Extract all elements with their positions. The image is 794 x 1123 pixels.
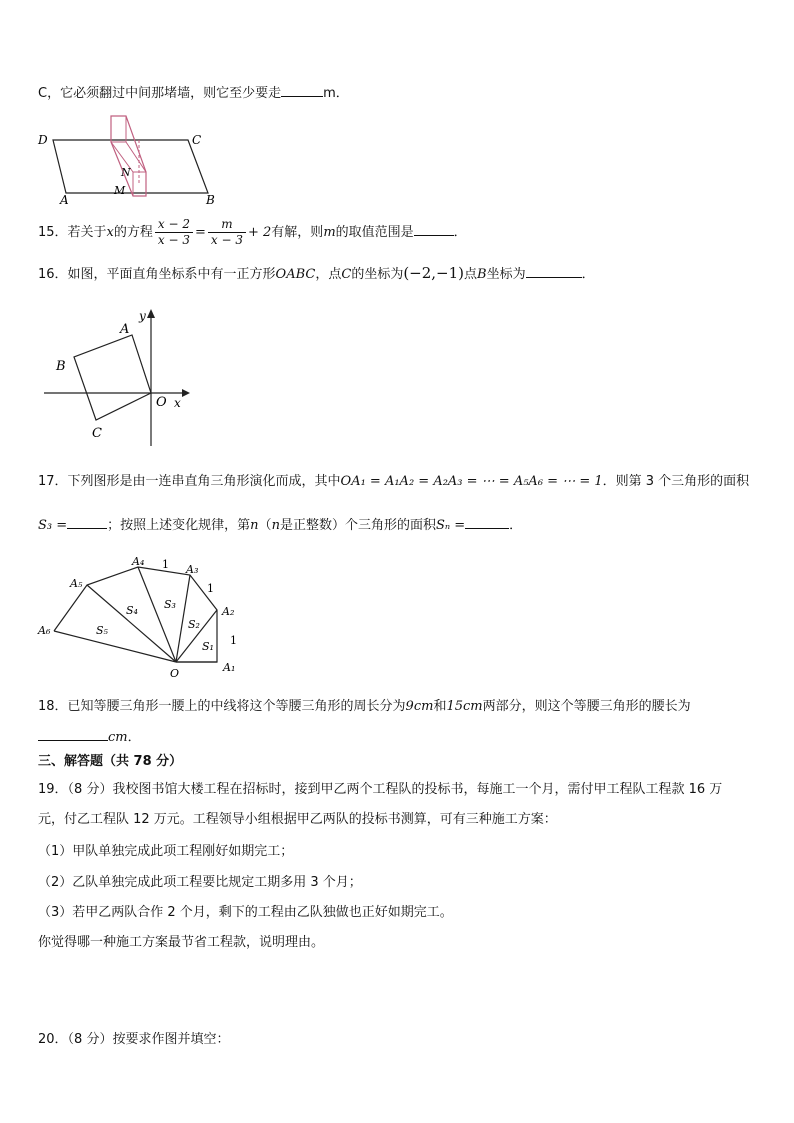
q15-fraction-2: $\frac{m}{x - 3}$ [208,217,246,248]
fig14-label-m: M [114,184,126,197]
q16-line: 16．如图，平面直角坐标系中有一正方形OABC，点C的坐标为(−2,−1)点B坐标为 ． [38,264,595,282]
q16-answer-blank[interactable] [526,263,582,278]
fig17-label-one-a3a4: 1 [162,558,169,571]
fig16-label-y: y [139,309,146,323]
fig17-label-s2: S₂ [188,618,200,631]
figure-17-spiral-triangles [36,552,266,682]
q19-question: 你觉得哪一种施工方案最节省工程款，说明理由。 [38,935,325,950]
section-3-heading: 三、解答题（共 78 分） [38,754,183,769]
q19-line-2: 元，付乙工程队 12 万元。工程领导小组根据甲乙两队的投标书测算，可有三种施工方案： [38,812,557,827]
fig16-label-a: A [120,322,130,337]
q14-answer-blank[interactable] [281,82,323,97]
fig17-label-a6: A₆ [38,624,51,637]
q18-line-2: cm． [38,726,141,748]
fig16-label-x: x [174,396,181,410]
fig14-label-a: A [60,193,69,207]
q20-line: 20．（8 分）按要求作图并填空： [38,1032,230,1047]
fig17-label-one-a1a2: 1 [230,634,237,647]
q15-line: 15．若关于x的方程 $\frac{x - 2}{x - 3}$ = $\frac{m}{x - 3}$ + 2有解，则m的取值范围是 ． [38,217,467,247]
fig16-label-o: O [156,395,167,410]
fig17-label-a5: A₅ [70,577,83,590]
fig17-label-s1: S₁ [202,640,214,653]
q18-line-1: 18．已知等腰三角形一腰上的中线将这个等腰三角形的周长分为9cm和15cm两部分，则这个等腰三角形的腰长为 [38,699,691,714]
figure-14-wall-diagram [36,110,226,210]
q14-line: C，它必须翻过中间那堵墙，则它至少要走 m． [38,82,349,104]
q15-fraction-1: $\frac{x - 2}{x - 3}$ [155,217,193,248]
fig14-label-n: N [121,166,131,179]
q19-option-2: （2）乙队单独完成此项工程要比规定工期多用 3 个月； [38,875,362,890]
fig14-label-c: C [192,133,202,147]
q19-option-3: （3）若甲乙两队合作 2 个月，剩下的工程由乙队独做也正好如期完工。 [38,905,453,920]
fig14-label-d: D [38,133,48,147]
q17-s3-answer-blank[interactable] [67,514,107,529]
fig17-label-s5: S₅ [96,624,108,637]
q17-line-1: 17．下列图形是由一连串直角三角形演化而成，其中OA₁ = A₁A₂ = A₂A₃ = ⋯ = A₅A₆ = ⋯ = 1．则第 3 个三角形的面积 [38,474,750,489]
q17-line-2: S₃ = ；按照上述变化规律，第n（n是正整数）个三角形的面积Sₙ = ． [38,514,522,536]
fig17-label-s4: S₄ [126,604,138,617]
fig16-label-b: B [56,359,66,374]
fig17-label-o: O [170,667,180,680]
fig17-label-a1: A₁ [223,661,236,674]
q18-answer-blank[interactable] [38,726,108,741]
fig16-label-c: C [92,426,102,441]
q17-sn-answer-blank[interactable] [465,514,509,529]
fig17-label-a3: A₃ [186,563,199,576]
fig14-label-b: B [206,193,215,207]
fig17-label-a4: A₄ [132,555,145,568]
fig17-label-a2: A₂ [222,605,235,618]
fig17-label-s3: S₃ [164,598,176,611]
q15-answer-blank[interactable] [414,221,454,236]
q19-option-1: （1）甲队单独完成此项工程刚好如期完工； [38,844,294,859]
figure-16-coordinate-square [40,306,200,452]
fig17-label-one-a2a3: 1 [207,582,214,595]
q19-line-1: 19．（8 分）我校图书馆大楼工程在招标时，接到甲乙两个工程队的投标书，每施工一个月，需付甲工程队工程款 16 万 [38,782,723,797]
